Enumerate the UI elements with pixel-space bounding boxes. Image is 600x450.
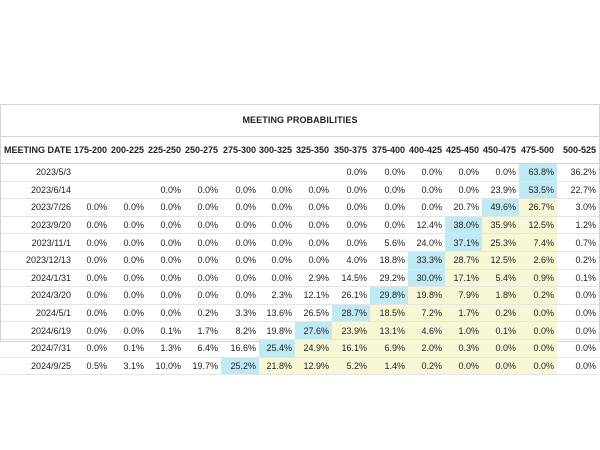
probability-cell: 0.0% [332, 181, 370, 199]
probability-cell: 1.3% [147, 339, 184, 357]
column-header-275-300[interactable]: 275-300 [221, 137, 259, 164]
column-header-325-350[interactable]: 325-350 [295, 137, 332, 164]
probability-cell: 29.8% [370, 287, 408, 305]
probability-cell: 0.0% [332, 164, 370, 182]
probability-cell: 0.0% [370, 216, 408, 234]
probability-cell: 0.0% [184, 287, 221, 305]
probability-cell: 21.8% [259, 357, 295, 375]
probability-cell: 2.0% [408, 339, 445, 357]
probability-cell: 0.1% [557, 269, 599, 287]
probability-cell: 0.0% [184, 181, 221, 199]
probability-cell: 0.0% [74, 251, 110, 269]
probability-cell: 0.0% [184, 269, 221, 287]
probability-cell: 6.9% [370, 339, 408, 357]
probability-cell: 0.0% [147, 216, 184, 234]
probability-cell: 0.0% [221, 181, 259, 199]
meeting-date-cell: 2023/7/26 [1, 199, 74, 217]
probability-cell: 0.0% [332, 199, 370, 217]
table-row [1, 339, 599, 357]
probability-cell: 0.0% [519, 322, 557, 340]
meeting-date-cell: 2024/1/31 [1, 269, 74, 287]
probability-cell: 4.6% [408, 322, 445, 340]
probability-cell: 1.8% [482, 287, 519, 305]
probability-cell [147, 164, 184, 182]
probability-cell: 18.5% [370, 304, 408, 322]
probability-cell: 0.1% [482, 322, 519, 340]
meeting-date-cell: 2023/12/13 [1, 251, 74, 269]
column-header-meeting-date[interactable]: MEETING DATE [1, 137, 74, 164]
probability-cell: 28.7% [445, 251, 482, 269]
probability-cell: 0.3% [445, 339, 482, 357]
probability-cell: 0.0% [74, 304, 110, 322]
probabilities-table [1, 137, 599, 375]
probability-cell: 12.1% [295, 287, 332, 305]
probability-cell: 0.0% [557, 357, 599, 375]
probability-cell: 36.2% [557, 164, 599, 182]
probability-cell: 25.3% [482, 234, 519, 252]
probability-cell: 33.3% [408, 251, 445, 269]
probability-cell: 0.2% [482, 304, 519, 322]
probability-cell: 0.1% [110, 339, 147, 357]
probability-cell: 0.2% [408, 357, 445, 375]
probability-cell: 30.0% [408, 269, 445, 287]
table-row [1, 216, 599, 234]
probability-cell: 0.0% [408, 164, 445, 182]
column-header-300-325[interactable]: 300-325 [259, 137, 295, 164]
probability-cell: 0.0% [74, 339, 110, 357]
table-row [1, 322, 599, 340]
probability-cell: 1.7% [184, 322, 221, 340]
probabilities-panel [0, 104, 600, 371]
probability-cell: 17.1% [445, 269, 482, 287]
probability-cell: 0.0% [259, 234, 295, 252]
probability-cell: 0.0% [482, 339, 519, 357]
probability-cell: 0.0% [74, 269, 110, 287]
probability-cell: 0.0% [221, 269, 259, 287]
column-header-175-200[interactable]: 175-200 [74, 137, 110, 164]
probability-cell: 0.0% [110, 287, 147, 305]
probability-cell: 0.0% [184, 251, 221, 269]
probability-cell: 19.8% [259, 322, 295, 340]
probability-cell: 0.0% [110, 216, 147, 234]
probability-cell: 0.1% [147, 322, 184, 340]
probability-cell: 63.8% [519, 164, 557, 182]
probability-cell [74, 164, 110, 182]
probability-cell: 37.1% [445, 234, 482, 252]
probability-cell: 16.1% [332, 339, 370, 357]
probability-cell: 0.0% [482, 357, 519, 375]
probability-cell: 23.9% [482, 181, 519, 199]
probability-cell: 29.2% [370, 269, 408, 287]
probability-cell: 0.0% [74, 322, 110, 340]
table-row [1, 164, 599, 182]
probability-cell: 0.0% [332, 234, 370, 252]
probability-cell: 23.9% [332, 322, 370, 340]
probability-cell: 13.1% [370, 322, 408, 340]
table-row [1, 251, 599, 269]
probability-cell: 22.7% [557, 181, 599, 199]
probability-cell: 0.0% [221, 287, 259, 305]
probability-cell: 5.4% [482, 269, 519, 287]
probability-cell: 18.8% [370, 251, 408, 269]
probability-cell: 2.6% [519, 251, 557, 269]
probability-cell: 0.0% [184, 199, 221, 217]
table-row [1, 181, 599, 199]
probability-cell: 0.0% [482, 164, 519, 182]
probability-cell: 0.0% [110, 234, 147, 252]
probability-cell: 0.0% [519, 304, 557, 322]
meeting-date-cell: 2024/9/25 [1, 357, 74, 375]
probability-cell: 0.0% [221, 251, 259, 269]
meeting-date-cell: 2024/5/1 [1, 304, 74, 322]
probability-cell: 1.7% [445, 304, 482, 322]
probability-cell: 26.1% [332, 287, 370, 305]
column-header-500-525[interactable]: 500-525 [557, 137, 599, 164]
probability-cell: 0.0% [74, 216, 110, 234]
column-header-250-275[interactable]: 250-275 [184, 137, 221, 164]
probability-cell [74, 181, 110, 199]
probability-cell: 49.6% [482, 199, 519, 217]
probability-cell: 0.0% [370, 181, 408, 199]
probability-cell: 0.0% [259, 269, 295, 287]
probability-cell [259, 164, 295, 182]
probability-cell: 7.4% [519, 234, 557, 252]
probability-cell: 0.0% [557, 304, 599, 322]
probability-cell: 0.0% [295, 216, 332, 234]
table-row [1, 234, 599, 252]
probability-cell: 5.6% [370, 234, 408, 252]
probability-cell: 0.2% [184, 304, 221, 322]
probability-cell: 0.0% [110, 199, 147, 217]
probability-cell: 19.7% [184, 357, 221, 375]
probability-cell: 7.2% [408, 304, 445, 322]
column-header-375-400[interactable]: 375-400 [370, 137, 408, 164]
probability-cell [110, 164, 147, 182]
probability-cell: 0.0% [147, 181, 184, 199]
column-header-400-425[interactable]: 400-425 [408, 137, 445, 164]
meeting-date-cell: 2024/7/31 [1, 339, 74, 357]
column-header-425-450[interactable]: 425-450 [445, 137, 482, 164]
probability-cell: 35.9% [482, 216, 519, 234]
probability-cell: 0.0% [221, 199, 259, 217]
probability-cell: 2.9% [295, 269, 332, 287]
probability-cell [295, 164, 332, 182]
probability-cell: 0.7% [557, 234, 599, 252]
probability-cell: 0.0% [445, 181, 482, 199]
probability-cell: 25.2% [221, 357, 259, 375]
probability-cell: 0.0% [147, 251, 184, 269]
column-header-200-225[interactable]: 200-225 [110, 137, 147, 164]
probability-cell: 19.8% [408, 287, 445, 305]
probability-cell: 0.0% [110, 251, 147, 269]
probability-cell: 0.0% [147, 199, 184, 217]
probability-cell: 0.0% [519, 357, 557, 375]
probability-cell: 0.0% [259, 216, 295, 234]
column-header-475-500[interactable]: 475-500 [519, 137, 557, 164]
header-row [1, 137, 599, 164]
probability-cell: 0.0% [557, 339, 599, 357]
probability-cell: 4.0% [332, 251, 370, 269]
probability-cell: 2.3% [259, 287, 295, 305]
table-row [1, 269, 599, 287]
probability-cell: 5.2% [332, 357, 370, 375]
probability-cell: 0.2% [519, 287, 557, 305]
probability-cell: 0.0% [557, 322, 599, 340]
meeting-date-cell: 2024/3/20 [1, 287, 74, 305]
panel-title: MEETING PROBABILITIES [1, 105, 599, 137]
probability-cell: 0.0% [259, 251, 295, 269]
probability-cell: 0.0% [147, 269, 184, 287]
probability-cell: 8.2% [221, 322, 259, 340]
probability-cell: 0.0% [221, 234, 259, 252]
probability-cell: 0.0% [557, 287, 599, 305]
probability-cell: 0.0% [519, 339, 557, 357]
probability-cell: 0.0% [184, 234, 221, 252]
probability-cell: 0.0% [408, 181, 445, 199]
probability-cell: 3.0% [557, 199, 599, 217]
meeting-date-cell: 2023/5/3 [1, 164, 74, 182]
probability-cell: 38.0% [445, 216, 482, 234]
meeting-date-cell: 2023/11/1 [1, 234, 74, 252]
probability-cell: 14.5% [332, 269, 370, 287]
probability-cell: 0.0% [110, 322, 147, 340]
probability-cell: 26.5% [295, 304, 332, 322]
probability-cell: 25.4% [259, 339, 295, 357]
table-row [1, 199, 599, 217]
probability-cell: 13.6% [259, 304, 295, 322]
probability-cell: 0.9% [519, 269, 557, 287]
probability-cell: 0.0% [259, 199, 295, 217]
probability-cell: 0.0% [370, 199, 408, 217]
probability-cell: 0.0% [259, 181, 295, 199]
probability-cell: 53.5% [519, 181, 557, 199]
probability-cell: 12.5% [519, 216, 557, 234]
probability-cell: 0.5% [74, 357, 110, 375]
probability-cell: 0.0% [408, 199, 445, 217]
table-row [1, 287, 599, 305]
probability-cell: 10.0% [147, 357, 184, 375]
probability-cell: 0.0% [184, 216, 221, 234]
probability-cell: 0.0% [445, 357, 482, 375]
probability-cell: 0.2% [557, 251, 599, 269]
probability-cell: 0.0% [147, 234, 184, 252]
probability-cell: 0.0% [221, 216, 259, 234]
probability-cell: 0.0% [74, 234, 110, 252]
probability-cell: 0.0% [147, 287, 184, 305]
meeting-date-cell: 2024/6/19 [1, 322, 74, 340]
probability-cell: 0.0% [110, 269, 147, 287]
probability-cell: 24.0% [408, 234, 445, 252]
probability-cell: 0.0% [445, 164, 482, 182]
probability-cell: 3.1% [110, 357, 147, 375]
probability-cell: 20.7% [445, 199, 482, 217]
probability-cell: 0.0% [332, 216, 370, 234]
probability-cell: 0.0% [74, 199, 110, 217]
probability-cell: 1.4% [370, 357, 408, 375]
probability-cell: 24.9% [295, 339, 332, 357]
probability-cell: 1.0% [445, 322, 482, 340]
probability-cell: 7.9% [445, 287, 482, 305]
probability-cell: 0.0% [370, 164, 408, 182]
probability-cell [221, 164, 259, 182]
column-header-450-475[interactable]: 450-475 [482, 137, 519, 164]
table-row [1, 304, 599, 322]
probability-cell: 12.9% [295, 357, 332, 375]
probability-cell [110, 181, 147, 199]
probability-cell: 1.2% [557, 216, 599, 234]
probability-cell: 0.0% [74, 287, 110, 305]
probability-cell: 3.3% [221, 304, 259, 322]
probability-cell: 16.6% [221, 339, 259, 357]
probability-cell: 28.7% [332, 304, 370, 322]
probability-cell: 0.0% [295, 234, 332, 252]
column-header-225-250[interactable]: 225-250 [147, 137, 184, 164]
probability-cell: 26.7% [519, 199, 557, 217]
probability-cell: 0.0% [147, 304, 184, 322]
probability-cell: 12.4% [408, 216, 445, 234]
probability-cell: 0.0% [110, 304, 147, 322]
probability-cell: 0.0% [295, 251, 332, 269]
meeting-date-cell: 2023/6/14 [1, 181, 74, 199]
probability-cell [184, 164, 221, 182]
probability-cell: 12.5% [482, 251, 519, 269]
column-header-350-375[interactable]: 350-375 [332, 137, 370, 164]
table-row [1, 357, 599, 375]
meeting-date-cell: 2023/9/20 [1, 216, 74, 234]
probability-cell: 6.4% [184, 339, 221, 357]
probability-cell: 27.6% [295, 322, 332, 340]
probability-cell: 0.0% [295, 181, 332, 199]
probability-cell: 0.0% [295, 199, 332, 217]
